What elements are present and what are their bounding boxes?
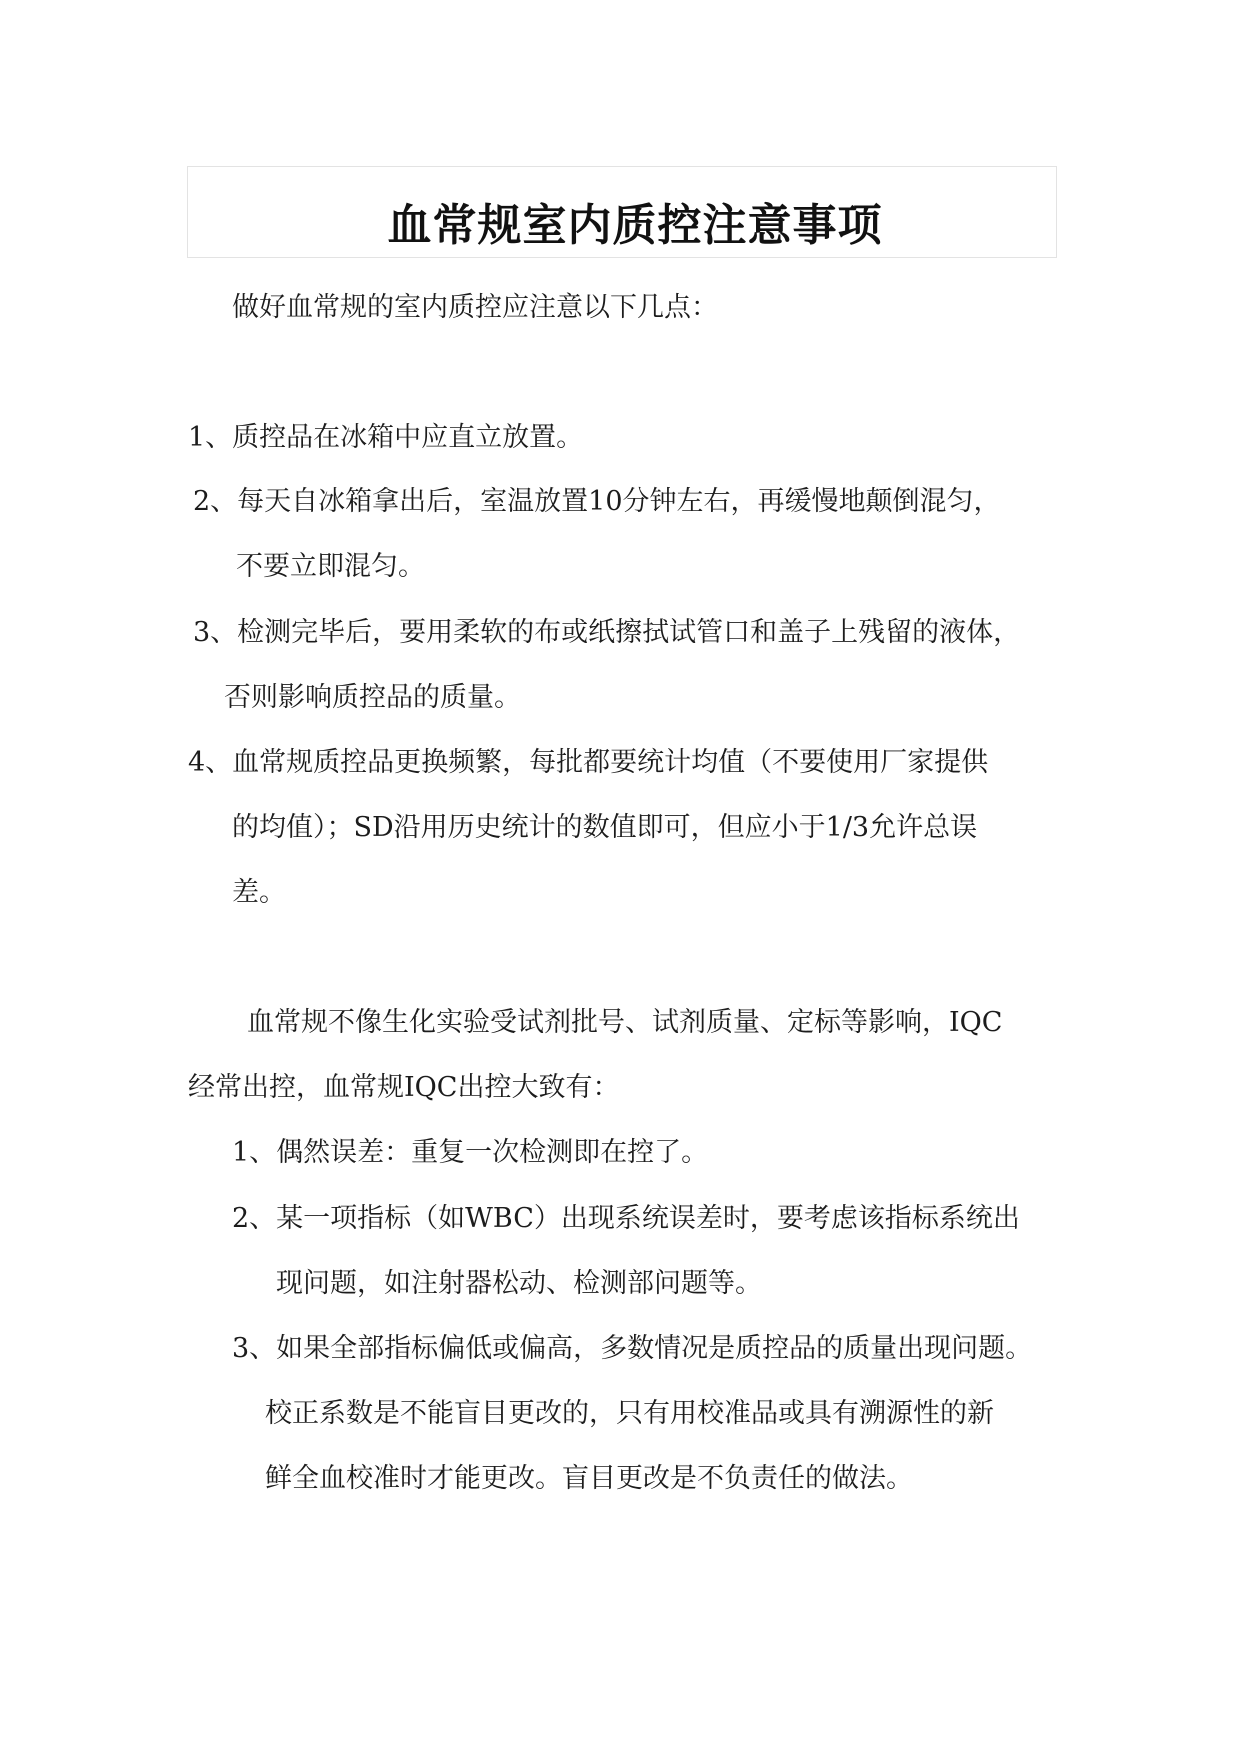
point-2-line-1: 2、每天自冰箱拿出后，室温放置10分钟左右，再缓慢地颠倒混匀， [193,486,1001,517]
para2-line-1: 血常规不像生化实验受试剂批号、试剂质量、定标等影响，IQC [247,1007,1003,1038]
cause-3-line-1: 3、如果全部指标偏低或偏高，多数情况是质控品的质量出现问题。 [232,1333,1033,1364]
point-2-line-2: 不要立即混匀。 [236,551,425,582]
para2-line-2: 经常出控，血常规IQC出控大致有： [188,1072,620,1103]
point-1-line-1: 1、质控品在冰箱中应直立放置。 [188,422,584,453]
cause-2-line-1: 2、某一项指标（如WBC）出现系统误差时，要考虑该指标系统出 [232,1203,1020,1234]
cause-3-line-2: 校正系数是不能盲目更改的，只有用校准品或具有溯源性的新 [265,1398,994,1429]
point-3-line-1: 3、检测完毕后，要用柔软的布或纸擦拭试管口和盖子上残留的液体， [193,617,1021,648]
intro-text: 做好血常规的室内质控应注意以下几点： [232,292,718,323]
title-box [187,166,1057,258]
point-4-line-1: 4、血常规质控品更换频繁，每批都要统计均值（不要使用厂家提供 [188,747,989,778]
point-3-line-2: 否则影响质控品的质量。 [224,682,521,713]
point-4-line-2: 的均值）；SD沿用历史统计的数值即可，但应小于1/3允许总误 [232,812,978,843]
cause-2-line-2: 现问题，如注射器松动、检测部问题等。 [276,1268,762,1299]
point-4-line-3: 差。 [232,877,286,908]
page-title: 血常规室内质控注意事项 [387,200,883,251]
cause-3-line-3: 鲜全血校准时才能更改。盲目更改是不负责任的做法。 [265,1463,913,1494]
cause-1-line-1: 1、偶然误差：重复一次检测即在控了。 [232,1137,709,1168]
